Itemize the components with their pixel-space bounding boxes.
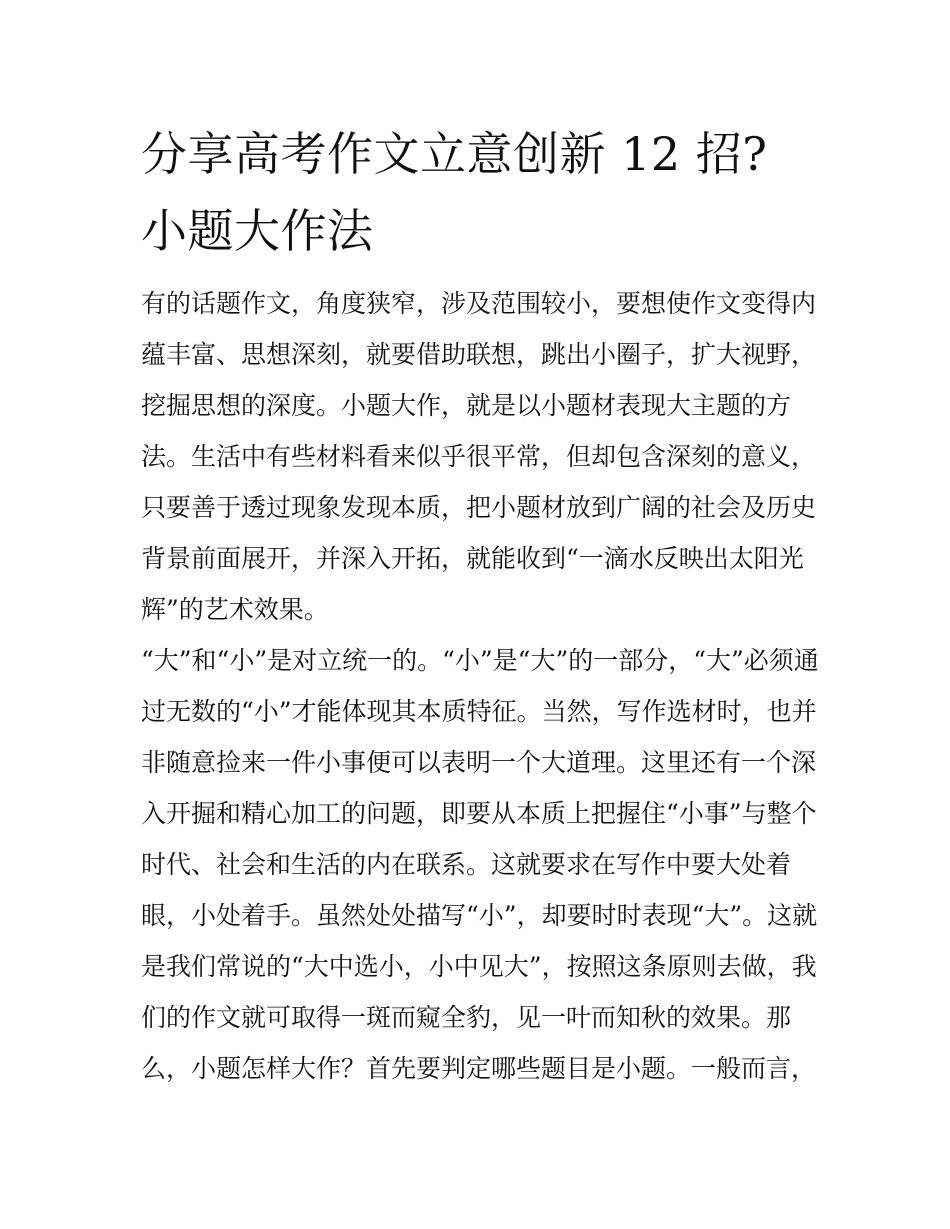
text-line: 时代、社会和生活的内在联系。这就要求在写作中要大处着	[141, 850, 792, 879]
text-line: 蕴丰富、思想深刻，就要借助联想，跳出小圈子，扩大视野，	[141, 340, 817, 369]
article-body	[141, 278, 821, 1094]
text-line: 挖掘思想的深度。小题大作，就是以小题材表现大主题的方	[141, 391, 792, 420]
text-line: 过无数的“小”才能体现其本质特征。当然，写作选材时，也并	[141, 697, 817, 726]
text-line: 背景前面展开，并深入开拓，就能收到“一滴水反映出太阳光	[141, 544, 804, 573]
text-line: 么，小题怎样大作？首先要判定哪些题目是小题。一般而言，	[141, 1054, 817, 1083]
paragraph-2	[141, 635, 821, 1094]
text-line: 是我们常说的“大中选小，小中见大”，按照这条原则去做，我	[141, 952, 817, 981]
text-line: 辉”的艺术效果。	[141, 595, 329, 624]
text-line: 非随意捡来一件小事便可以表明一个大道理。这里还有一个深	[141, 748, 817, 777]
paragraph-1	[141, 278, 821, 635]
text-line: 有的话题作文，角度狭窄，涉及范围较小，要想使作文变得内	[141, 289, 817, 318]
text-line: 法。生活中有些材料看来似乎很平常，但却包含深刻的意义，	[141, 442, 817, 471]
page-title	[141, 116, 821, 270]
title-line-2: 小题大作法	[141, 204, 374, 258]
text-line: 入开掘和精心加工的问题，即要从本质上把握住“小事”与整个	[141, 799, 817, 828]
title-line-1: 分享高考作文立意创新 12 招?	[141, 127, 768, 181]
text-line: “大”和“小”是对立统一的。“小”是“大”的一部分，“大”必须通	[141, 646, 819, 675]
text-line: 只要善于透过现象发现本质，把小题材放到广阔的社会及历史	[141, 493, 817, 522]
text-line: 们的作文就可取得一斑而窥全豹，见一叶而知秋的效果。那	[141, 1003, 792, 1032]
text-line: 眼，小处着手。虽然处处描写“小”，却要时时表现“大”。这就	[141, 901, 818, 930]
